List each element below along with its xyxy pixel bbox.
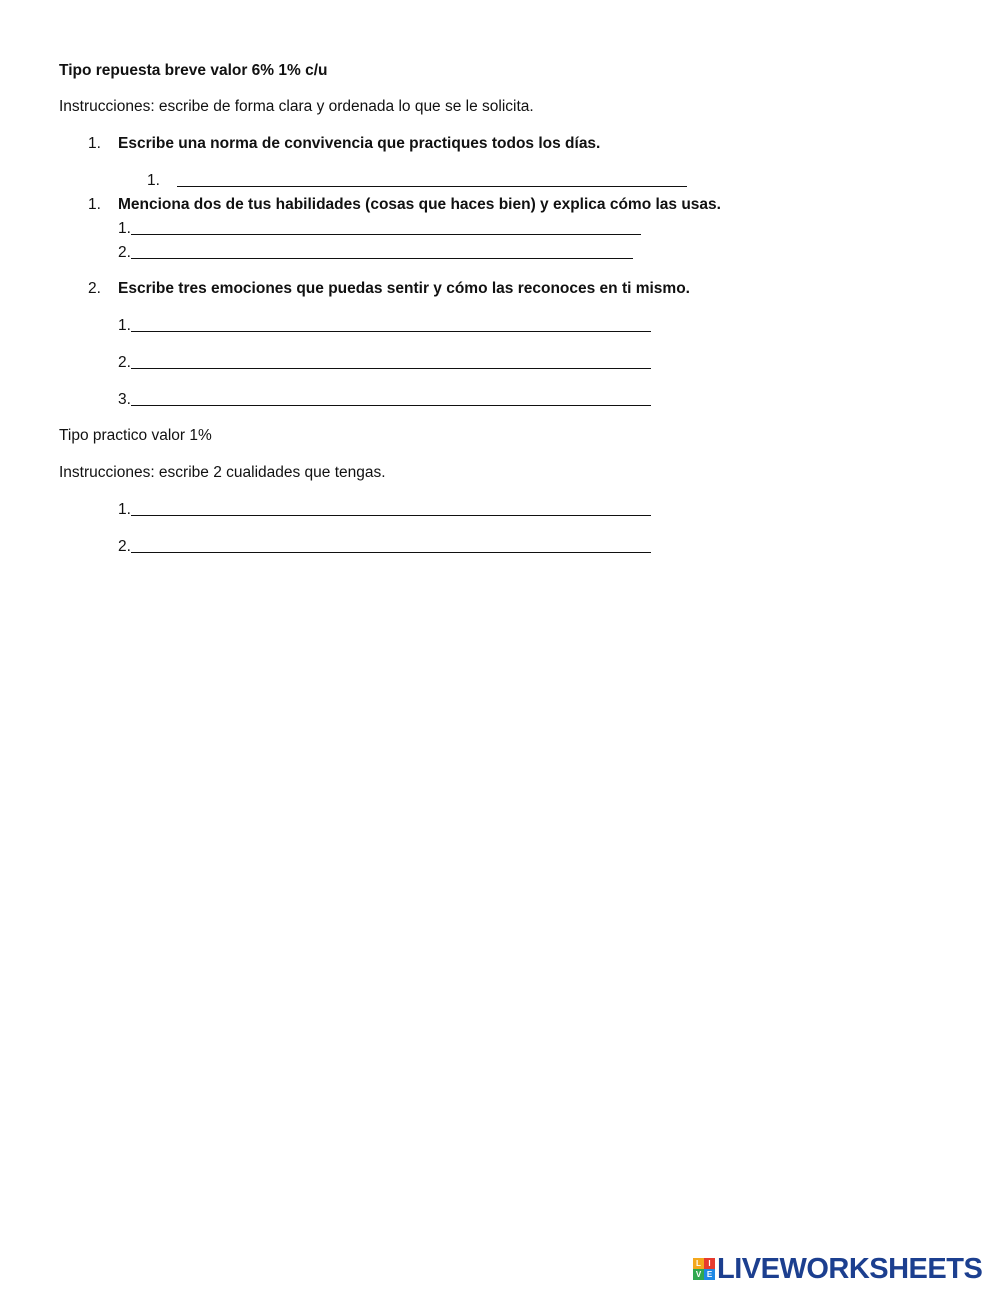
s2-answer-line-2[interactable]	[131, 552, 651, 553]
logo-text: LIVEWORKSHEETS	[717, 1253, 983, 1285]
s2-answer-label-2: 2.	[118, 538, 131, 555]
q3-answer-line-2[interactable]	[131, 368, 651, 369]
section2-instructions: Instrucciones: escribe 2 cualidades que tengas.	[59, 464, 386, 481]
s2-answer-label-1: 1.	[118, 501, 131, 518]
section1-instructions: Instrucciones: escribe de forma clara y ordenada lo que se le solicita.	[59, 98, 534, 115]
q3-answer-label-1: 1.	[118, 317, 131, 334]
q1-number: 1.	[88, 135, 101, 152]
q1-answer-line[interactable]	[177, 186, 687, 187]
mark-letter-v: V	[693, 1269, 704, 1280]
q2-answer-line-1[interactable]	[131, 234, 641, 235]
q3-answer-line-3[interactable]	[131, 405, 651, 406]
q2-answer-line-2[interactable]	[131, 258, 633, 259]
mark-letter-i: I	[704, 1258, 715, 1269]
q3-answer-line-1[interactable]	[131, 331, 651, 332]
live-mark-icon	[693, 1258, 715, 1280]
q3-number: 2.	[88, 280, 101, 297]
mark-letter-l: L	[693, 1258, 704, 1269]
section1-title: Tipo repuesta breve valor 6% 1% c/u	[59, 62, 328, 79]
q2-text: Menciona dos de tus habilidades (cosas que haces bien) y explica cómo las usas.	[118, 196, 721, 213]
q1-text: Escribe una norma de convivencia que practiques todos los días.	[118, 135, 601, 152]
q3-answer-label-2: 2.	[118, 354, 131, 371]
q2-answer-label-1: 1.	[118, 220, 131, 237]
q2-number: 1.	[88, 196, 101, 213]
section2-title: Tipo practico valor 1%	[59, 427, 212, 444]
q3-answer-label-3: 3.	[118, 391, 131, 408]
q3-text: Escribe tres emociones que puedas sentir y cómo las reconoces en ti mismo.	[118, 280, 690, 297]
q2-answer-label-2: 2.	[118, 244, 131, 261]
s2-answer-line-1[interactable]	[131, 515, 651, 516]
q1-answer-label: 1.	[147, 172, 160, 189]
liveworksheets-logo[interactable]	[693, 1254, 982, 1284]
mark-letter-e: E	[704, 1269, 715, 1280]
